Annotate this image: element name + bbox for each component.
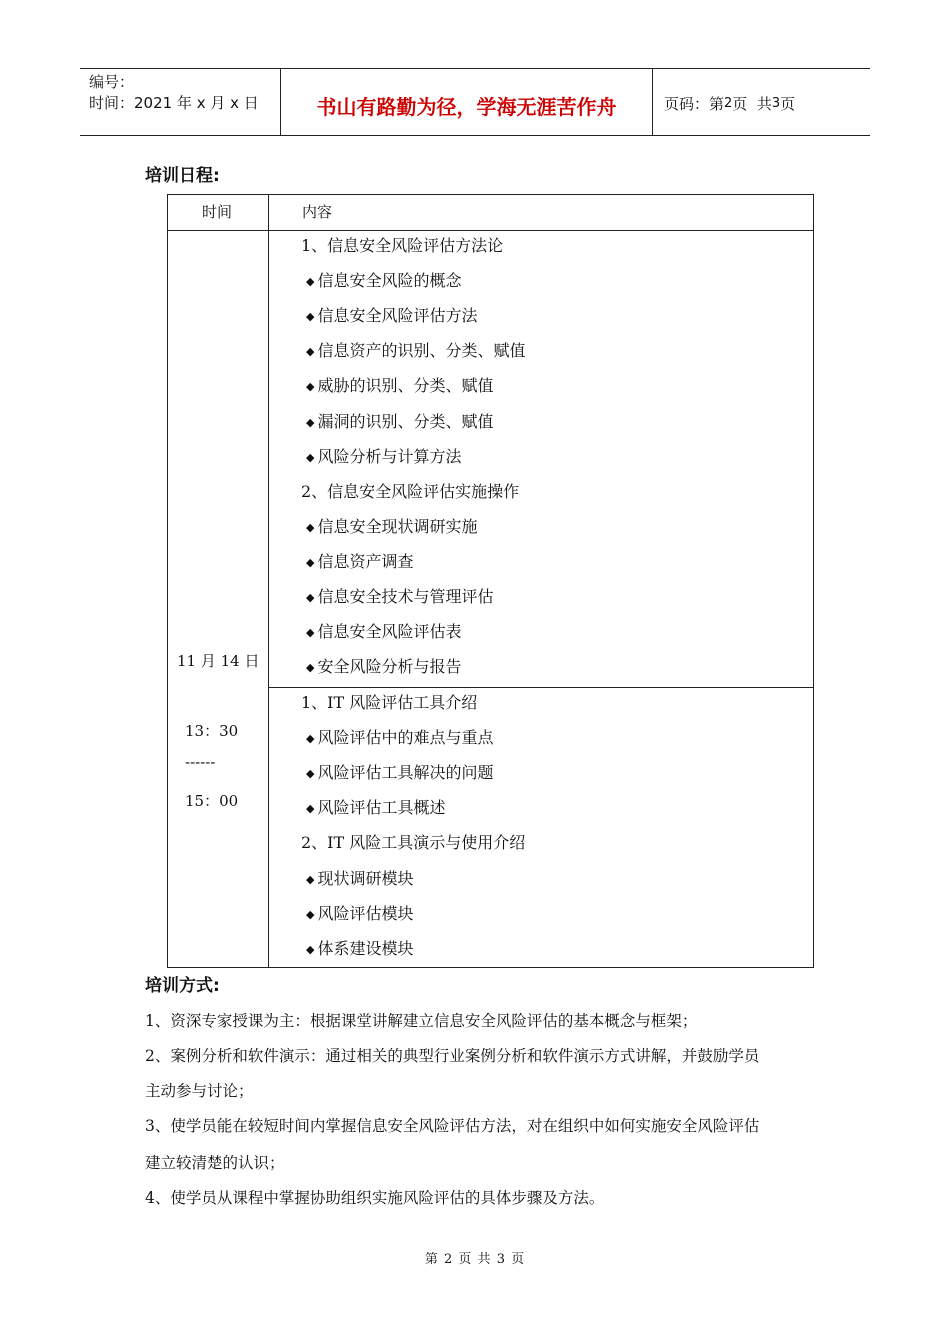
bullet-item bbox=[306, 268, 461, 291]
section-title bbox=[301, 830, 525, 853]
schedule-date: 11 月 14 日 bbox=[177, 652, 260, 670]
item-text: 漏洞的识别、分类、赋值 bbox=[317, 411, 494, 431]
section-title bbox=[301, 479, 519, 502]
item-text: 2、IT 风险工具演示与使用介绍 bbox=[301, 833, 526, 853]
item-text: 风险评估工具概述 bbox=[317, 798, 446, 818]
diamond-bullet-icon: ◆ bbox=[306, 310, 315, 324]
method-line: 3、使学员能在较短时间内掌握信息安全风险评估方法，对在组织中如何实施安全风险评估 bbox=[145, 1117, 760, 1135]
item-text: 信息安全技术与管理评估 bbox=[317, 587, 494, 606]
schedule-heading: 培训日程: bbox=[145, 166, 220, 186]
method-line: 4、使学员从课程中掌握协助组织实施风险评估的具体步骤及方法。 bbox=[145, 1189, 605, 1207]
bullet-item bbox=[306, 725, 493, 748]
method-line: 主动参与讨论； bbox=[145, 1082, 254, 1100]
column-divider bbox=[268, 195, 269, 967]
header-row-divider bbox=[168, 230, 813, 231]
page-footer: 第 2 页 共 3 页 bbox=[424, 1252, 526, 1267]
item-text: 信息安全现状调研实施 bbox=[317, 516, 478, 536]
diamond-bullet-icon: ◆ bbox=[306, 802, 315, 816]
item-text: 风险评估中的难点与重点 bbox=[317, 728, 494, 748]
content-block-divider bbox=[268, 687, 813, 688]
diamond-bullet-icon: ◆ bbox=[306, 555, 315, 569]
diamond-bullet-icon: ◆ bbox=[306, 942, 315, 956]
column-header-content: 内容 bbox=[302, 203, 333, 221]
bullet-item bbox=[306, 444, 461, 467]
section-title bbox=[301, 690, 477, 713]
item-text: 体系建设模块 bbox=[317, 938, 414, 958]
method-line: 1、资深专家授课为主：根据课堂讲解建立信息安全风险评估的基本概念与框架； bbox=[145, 1012, 698, 1030]
item-text: 2、信息安全风险评估实施操作 bbox=[301, 481, 520, 501]
page-prefix: 页码：第 bbox=[664, 95, 725, 113]
item-text: 风险评估工具解决的问题 bbox=[317, 763, 494, 783]
diamond-bullet-icon: ◆ bbox=[306, 415, 315, 429]
time-label: 时间：2021 年 x 月 x 日 bbox=[89, 94, 259, 112]
column-header-time: 时间 bbox=[202, 203, 233, 221]
item-text: 风险评估模块 bbox=[317, 903, 414, 923]
schedule-table bbox=[167, 194, 814, 968]
header-page-number bbox=[653, 69, 870, 135]
bullet-item bbox=[306, 338, 525, 361]
bullet-item bbox=[306, 549, 413, 572]
bullet-item bbox=[306, 303, 477, 326]
page-current: 2 bbox=[724, 96, 733, 111]
bullet-item bbox=[306, 866, 413, 889]
document-header bbox=[80, 68, 870, 136]
item-text: 现状调研模块 bbox=[317, 868, 414, 888]
bullet-item bbox=[306, 373, 493, 396]
item-text: 信息安全风险的概念 bbox=[317, 271, 462, 291]
code-label: 编号： bbox=[89, 73, 135, 91]
bullet-item bbox=[306, 619, 461, 642]
bullet-item bbox=[306, 936, 413, 959]
item-text: 信息资产调查 bbox=[317, 551, 414, 571]
section-title bbox=[301, 233, 503, 256]
item-text: 安全风险分析与报告 bbox=[317, 657, 462, 677]
header-motto: 书山有路勤为径，学海无涯苦作舟 bbox=[281, 69, 653, 135]
item-text: 1、IT 风险评估工具介绍 bbox=[301, 693, 478, 712]
diamond-bullet-icon: ◆ bbox=[306, 872, 315, 886]
diamond-bullet-icon: ◆ bbox=[306, 345, 315, 359]
diamond-bullet-icon: ◆ bbox=[306, 450, 315, 464]
diamond-bullet-icon: ◆ bbox=[306, 907, 315, 921]
item-text: 1、信息安全风险评估方法论 bbox=[301, 236, 504, 255]
diamond-bullet-icon: ◆ bbox=[306, 767, 315, 781]
bullet-item bbox=[306, 795, 445, 818]
bullet-item bbox=[306, 584, 493, 607]
diamond-bullet-icon: ◆ bbox=[306, 732, 315, 746]
diamond-bullet-icon: ◆ bbox=[306, 380, 315, 394]
diamond-bullet-icon: ◆ bbox=[306, 591, 315, 604]
diamond-bullet-icon: ◆ bbox=[306, 626, 315, 640]
diamond-bullet-icon: ◆ bbox=[306, 661, 315, 675]
bullet-item bbox=[306, 760, 493, 783]
schedule-start-time: 13：30 bbox=[185, 722, 239, 740]
bullet-item bbox=[306, 901, 413, 924]
bullet-item bbox=[306, 409, 493, 432]
item-text: 信息安全风险评估方法 bbox=[317, 306, 478, 326]
page-mid: 页 共 bbox=[732, 95, 772, 113]
schedule-time-separator: ------ bbox=[185, 753, 216, 771]
page-total: 3 bbox=[771, 96, 781, 111]
page-suffix: 页 bbox=[780, 95, 796, 113]
bullet-item bbox=[306, 654, 461, 677]
diamond-bullet-icon: ◆ bbox=[306, 520, 315, 534]
method-line: 2、案例分析和软件演示：通过相关的典型行业案例分析和软件演示方式讲解，并鼓励学员 bbox=[145, 1047, 760, 1065]
method-heading: 培训方式: bbox=[145, 976, 220, 996]
item-text: 信息安全风险评估表 bbox=[317, 622, 462, 642]
item-text: 风险分析与计算方法 bbox=[317, 446, 462, 466]
method-line: 建立较清楚的认识； bbox=[145, 1154, 285, 1172]
diamond-bullet-icon: ◆ bbox=[306, 275, 315, 289]
item-text: 信息资产的识别、分类、赋值 bbox=[317, 341, 526, 361]
schedule-end-time: 15：00 bbox=[185, 792, 239, 810]
header-meta bbox=[80, 69, 281, 135]
bullet-item bbox=[306, 514, 477, 537]
item-text: 威胁的识别、分类、赋值 bbox=[317, 376, 494, 396]
